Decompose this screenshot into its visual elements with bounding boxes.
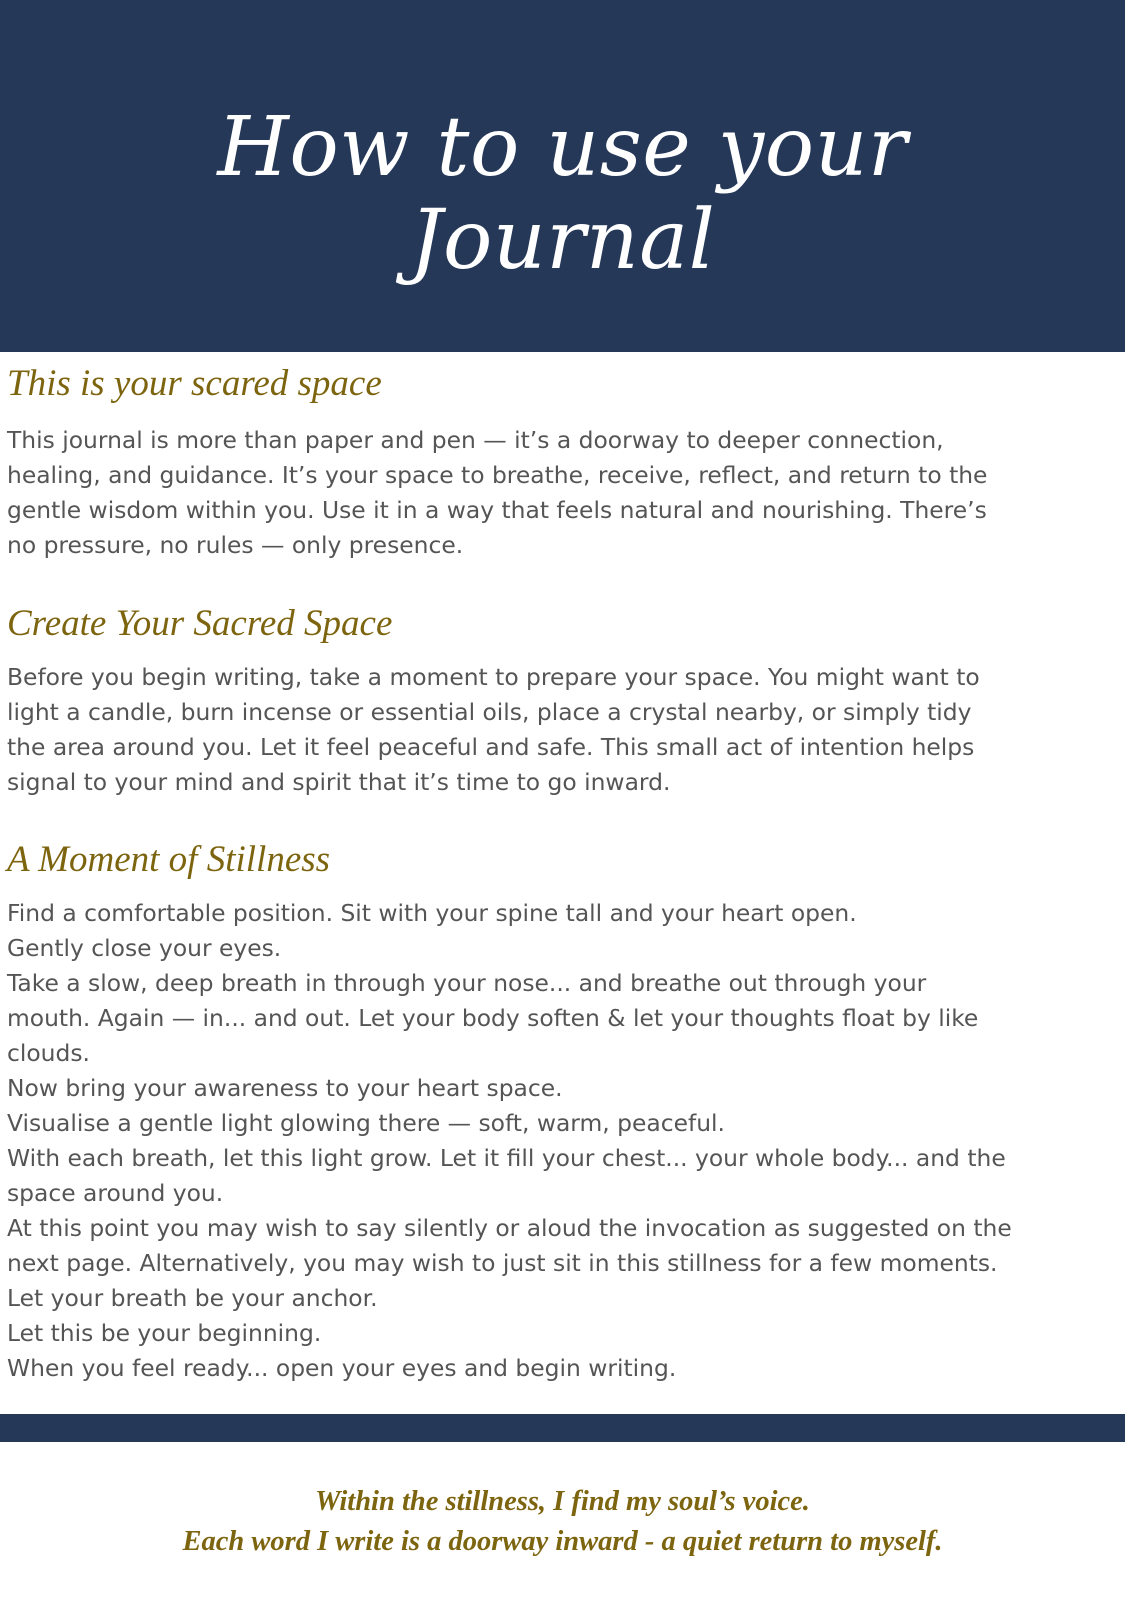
header-banner [0, 0, 1125, 352]
body-line: mouth. Again — in... and out. Let your body soften & let your thoughts float by like [7, 1004, 979, 1032]
footer-divider [0, 1414, 1125, 1442]
body-line: At this point you may wish to say silently or aloud the invocation as suggested on the [7, 1214, 1012, 1242]
section-heading-sacred-space-intro: This is your scared space [7, 363, 382, 404]
section-heading-moment-of-stillness: A Moment of Stillness [7, 839, 331, 880]
body-line: Take a slow, deep breath in through your nose... and breathe out through your [7, 969, 927, 997]
body-line: Before you begin writing, take a moment to prepare your space. You might want to [7, 663, 980, 691]
body-line: When you feel ready... open your eyes and begin writing. [7, 1354, 677, 1382]
body-line: Gently close your eyes. [7, 934, 282, 962]
body-line: no pressure, no rules — only presence. [7, 531, 464, 559]
body-line: clouds. [7, 1039, 90, 1067]
body-line: Let your breath be your anchor. [7, 1284, 378, 1312]
body-line: This journal is more than paper and pen — it’s a doorway to deeper connection, [7, 426, 944, 454]
section-body-moment-of-stillness [7, 896, 1122, 1386]
body-line: next page. Alternatively, you may wish to just sit in this stillness for a few moments. [7, 1249, 998, 1277]
footer-quote-line-1: Within the stillness, I find my soul’s voice. [315, 1486, 810, 1517]
body-line: light a candle, burn incense or essential oils, place a crystal nearby, or simply tidy [7, 698, 972, 726]
section-body-sacred-space-intro [7, 423, 1122, 563]
body-line: Now bring your awareness to your heart space. [7, 1074, 563, 1102]
body-line: signal to your mind and spirit that it’s time to go inward. [7, 768, 671, 796]
body-line: gentle wisdom within you. Use it in a way that feels natural and nourishing. There’s [7, 496, 987, 524]
body-line: Find a comfortable position. Sit with your spine tall and your heart open. [7, 899, 857, 927]
section-body-create-sacred-space [7, 660, 1122, 800]
page-title-line-1: How to use your [217, 99, 908, 195]
page-title-line-2: Journal [409, 192, 716, 288]
body-line: Visualise a gentle light glowing there — soft, warm, peaceful. [7, 1109, 725, 1137]
footer-quote-line-2: Each word I write is a doorway inward - a quiet return to myself. [182, 1526, 943, 1557]
body-line: space around you. [7, 1179, 224, 1207]
body-line: Let this be your beginning. [7, 1319, 322, 1347]
body-line: the area around you. Let it feel peaceful and safe. This small act of intention helps [7, 733, 975, 761]
footer-quote [0, 1482, 1125, 1562]
section-heading-create-sacred-space: Create Your Sacred Space [7, 603, 393, 644]
body-line: healing, and guidance. It’s your space to breathe, receive, reflect, and return to the [7, 461, 988, 489]
page-title [0, 101, 1125, 287]
body-line: With each breath, let this light grow. Let it fill your chest... your whole body... and the [7, 1144, 1006, 1172]
